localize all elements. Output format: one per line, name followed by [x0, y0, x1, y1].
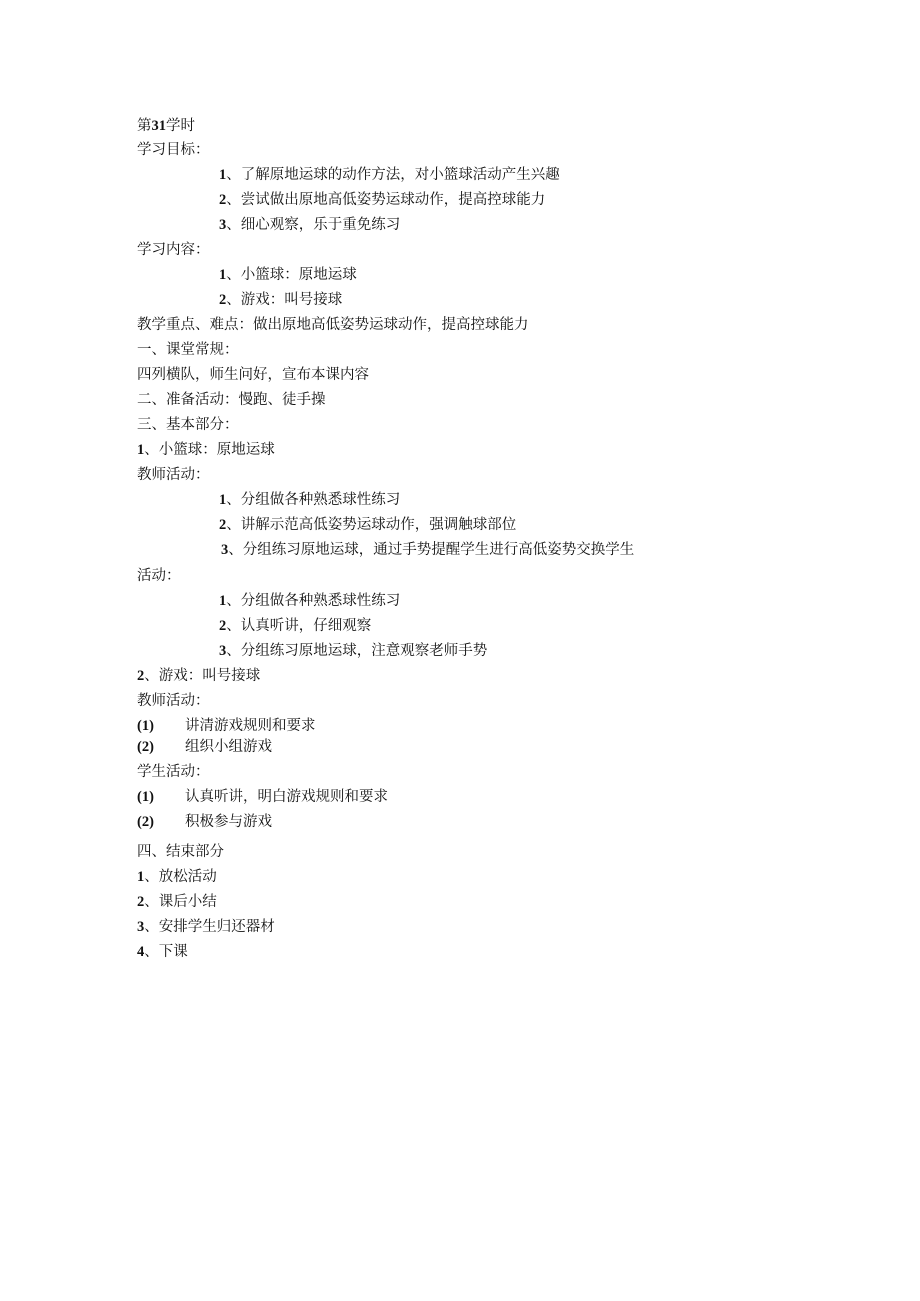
objective-text: 、细心观察，乐于重免练习	[226, 217, 401, 233]
routine-heading: 一、课堂常规：	[137, 342, 239, 358]
content-text: 、游戏：叫号接球	[226, 292, 343, 308]
content-item	[219, 265, 357, 285]
item-number: (2)	[137, 739, 154, 755]
part2-student-item	[137, 787, 388, 807]
content-number: 2	[219, 292, 227, 308]
part1-title	[137, 440, 275, 460]
item-number: (1)	[137, 718, 154, 734]
item-text: 认真听讲，明白游戏规则和要求	[185, 789, 388, 805]
lesson-title	[137, 116, 195, 136]
part2-student-heading: 学生活动：	[137, 764, 210, 780]
part1-student-item	[219, 591, 400, 611]
item-number: 4	[137, 944, 145, 960]
part1-teacher-item	[219, 490, 400, 510]
part1-teacher-heading: 教师活动：	[137, 467, 210, 483]
key-points: 教学重点、难点：做出原地高低姿势运球动作，提高控球能力	[137, 317, 529, 333]
content-text: 、小篮球：原地运球	[226, 267, 357, 283]
objective-number: 2	[219, 192, 227, 208]
objective-text: 、了解原地运球的动作方法，对小篮球活动产生兴趣	[226, 167, 560, 183]
item-number: (1)	[137, 789, 154, 805]
part1-teacher-item	[219, 515, 516, 535]
part1-student-heading: 活动：	[137, 568, 181, 584]
ending-item	[137, 942, 188, 962]
objective-text: 、尝试做出原地高低姿势运球动作，提高控球能力	[226, 192, 546, 208]
item-number: 1	[137, 869, 145, 885]
item-text: 组织小组游戏	[185, 739, 272, 755]
item-text: 、分组练习原地运球，注意观察老师手势	[226, 643, 488, 659]
part2-number: 2	[137, 668, 145, 684]
item-text: 积极参与游戏	[185, 814, 272, 830]
item-text: 、放松活动	[144, 869, 217, 885]
part1-student-item	[219, 641, 487, 661]
item-text: 讲清游戏规则和要求	[185, 718, 316, 734]
basic-heading: 三、基本部分：	[137, 417, 239, 433]
item-number: (2)	[137, 814, 154, 830]
content-item	[219, 290, 342, 310]
content-heading: 学习内容：	[137, 242, 210, 258]
part2-title	[137, 666, 260, 686]
item-number: 2	[219, 517, 227, 533]
item-number: 1	[219, 492, 227, 508]
objectives-heading: 学习目标：	[137, 142, 210, 158]
item-text: 、安排学生归还器材	[144, 919, 275, 935]
item-number: 3	[219, 643, 227, 659]
objective-item	[219, 190, 545, 210]
warmup-line: 二、准备活动：慢跑、徒手操	[137, 392, 326, 408]
item-text: 、分组做各种熟悉球性练习	[226, 593, 401, 609]
ending-heading: 四、结束部分	[137, 844, 224, 860]
item-number: 3	[221, 542, 229, 558]
part1-teacher-item	[221, 540, 634, 560]
item-text: 、分组练习原地运球，通过手势提醒学生进行高低姿势交换学生	[228, 542, 635, 558]
item-text: 、认真听讲，仔细观察	[226, 618, 372, 634]
lesson-number: 31	[151, 118, 166, 134]
objective-number: 1	[219, 167, 227, 183]
part1-student-item	[219, 616, 371, 636]
objective-item	[219, 165, 560, 185]
part2-teacher-item	[137, 716, 316, 736]
content-number: 1	[219, 267, 227, 283]
part1-number: 1	[137, 442, 145, 458]
item-text: 、分组做各种熟悉球性练习	[226, 492, 401, 508]
item-number: 2	[219, 618, 227, 634]
lesson-title-prefix: 第	[137, 118, 152, 134]
item-number: 1	[219, 593, 227, 609]
part2-title-text: 、游戏：叫号接球	[144, 668, 261, 684]
ending-item	[137, 917, 275, 937]
item-text: 、课后小结	[144, 894, 217, 910]
part2-teacher-item	[137, 737, 272, 757]
routine-text: 四列横队，师生问好，宣布本课内容	[137, 367, 369, 383]
part1-title-text: 、小篮球：原地运球	[144, 442, 275, 458]
part2-student-item	[137, 812, 272, 832]
objective-item	[219, 215, 400, 235]
item-number: 3	[137, 919, 145, 935]
item-text: 、讲解示范高低姿势运球动作，强调触球部位	[226, 517, 517, 533]
lesson-title-suffix: 学时	[166, 118, 195, 134]
ending-item	[137, 892, 217, 912]
part2-teacher-heading: 教师活动：	[137, 693, 210, 709]
item-text: 、下课	[144, 944, 188, 960]
objective-number: 3	[219, 217, 227, 233]
item-number: 2	[137, 894, 145, 910]
ending-item	[137, 867, 217, 887]
